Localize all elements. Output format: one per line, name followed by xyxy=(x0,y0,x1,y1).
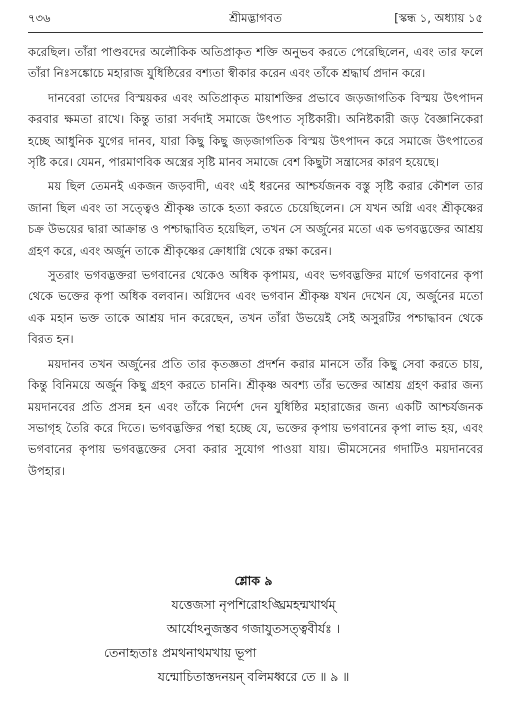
verse-line: যত্তেজসা নৃপশিরোঽঙ্ঘ্রিমহন্মখার্থম্ xyxy=(171,597,336,612)
paragraph: সুতরাং ভগবদ্ভক্তরা ভগবানের থেকেও অধিক কৃপাময়, এবং ভগবদ্ভক্তির মার্গে ভগবানের কৃপা থেকে ভক্তের কৃপা অধিক বলবান। অগ্নিদেব এবং ভগবান শ্রীকৃষ্ণ যখন দেখেন যে, অর্জুনের মতো এক মহান ভক্ত তাকে আশ্রয় দান করেছেন, তখন তাঁরা উভয়েই সেই অসুরটির পশ্চাদ্ধাবন থেকে বিরত হন। xyxy=(28,268,483,347)
purport-text xyxy=(28,42,483,485)
header-divider xyxy=(28,32,483,33)
shloka-heading: শ্লোক ৯ xyxy=(234,573,273,588)
paragraph: ময়দানব তখন অর্জুনের প্রতি তার কৃতজ্ঞতা প্রদর্শন করার মানসে তাঁর কিছু সেবা করতে চায়, কিন্তু বিনিময়ে অর্জুন কিছু গ্রহণ করতে চাননি। শ্রীকৃষ্ণ অবশ্য তাঁর ভক্তের আশ্রয় গ্রহণ করার জন্য ময়দানবের প্রতি প্রসন্ন হন এবং তাঁকে নির্দেশ দেন যুধিষ্ঠির মহারাজের জন্য একটি আশ্চর্যজনক সভাগৃহ তৈরি করে দিতে। ভগবদ্ভক্তির পন্থা হচ্ছে যে, ভক্তের কৃপায় ভগবানের কৃপা লাভ হয়, এবং ভগবানের কৃপায় ভগবদ্ভক্তের সেবা করার সুযোগ পাওয়া যায়। ভীমসেনের গদাটিও ময়দানবের উপহার। xyxy=(28,356,483,478)
verse-line: তেনাহৃতাঃ প্রমথনাথমখায় ভূপা xyxy=(104,645,257,660)
verse-line: আর্যোঽনুজস্তব গজাযুতসত্ত্ববীর্যঃ । xyxy=(166,621,341,636)
paragraph: করেছিল। তাঁরা পাণ্ডবদের অলৌকিক অতিপ্রাকৃত শক্তি অনুভব করতে পেরেছিলেন, এবং তার ফলে তাঁরা নিঃসঙ্কোচে মহারাজ যুধিষ্ঠিরের বশ্যতা স্বীকার করেন এবং তাঁকে শ্রদ্ধার্ঘ প্রদান করে। xyxy=(28,45,483,81)
book-title: শ্রীমদ্ভাগবত xyxy=(229,11,282,25)
page-number: ৭৩৬ xyxy=(28,11,51,25)
page-header xyxy=(28,10,483,30)
paragraph: দানবেরা তাদের বিস্ময়কর এবং অতিপ্রাকৃত মায়াশক্তির প্রভাবে জড়জাগতিক বিস্ময় উৎপাদন করবার ক্ষমতা রাখে। কিন্তু তারা সর্বদাই সমাজে উৎপাত সৃষ্টিকারী। অনিষ্টকারী জড় বৈজ্ঞানিকেরা হচ্ছে আধুনিক যুগের দানব, যারা কিছু কিছু জড়জাগতিক বিস্ময় উৎপাদন করে সমাজে উৎপাতের সৃষ্টি করে। যেমন, পারমাণবিক অস্ত্রের সৃষ্টি মানব সমাজে বেশ কিছুটা সন্ত্রাসের কারণ হয়েছে। xyxy=(28,90,483,170)
section-reference: [স্কন্ধ ১, অধ্যায় ১৫ xyxy=(394,11,483,25)
paragraph: ময় ছিল তেমনই একজন জড়বাদী, এবং এই ধরনের আশ্চর্যজনক বস্তু সৃষ্টি করার কৌশল তার জানা ছিল এবং তা সত্ত্বেও শ্রীকৃষ্ণ তাকে হত্যা করতে চেয়েছিলেন। সে যখন অগ্নি এবং শ্রীকৃষ্ণের চক্র উভয়ের দ্বারা আক্রান্ত ও পশ্চাদ্ধাবিত হয়েছিল, তখন সে অর্জুনের মতো এক ভগবদ্ভক্তের আশ্রয় গ্রহণ করে, এবং অর্জুন তাকে শ্রীকৃষ্ণের ক্রোধাগ্নি থেকে রক্ষা করেন। xyxy=(28,179,483,258)
verse-line: যন্মোচিতাস্তদনয়ন্ বলিমধ্বরে তে ॥ ৯ ॥ xyxy=(157,669,350,684)
